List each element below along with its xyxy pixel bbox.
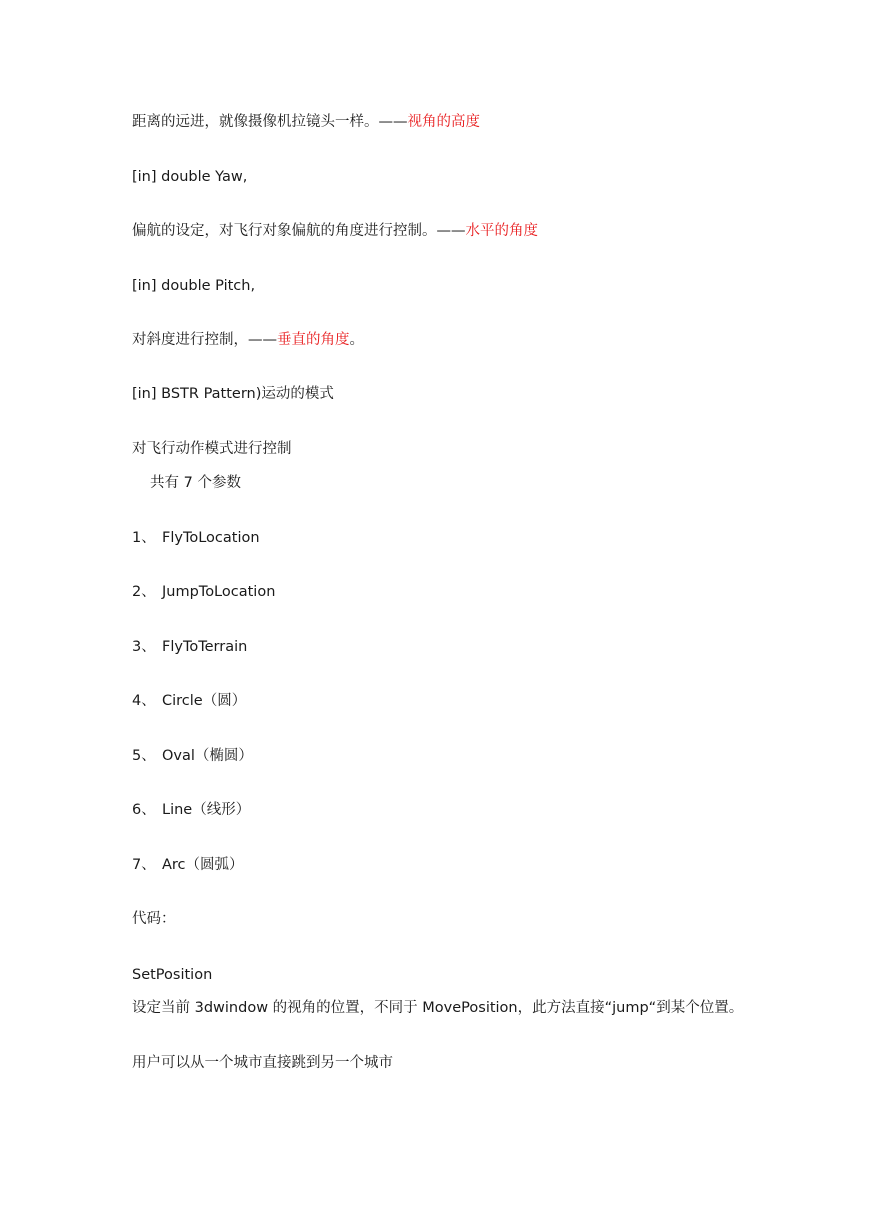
parameter-count-prefix: 共有: [150, 475, 179, 491]
setposition-desc-f: “jump“: [604, 1000, 657, 1016]
view-height-description: [132, 112, 480, 132]
list-item-name: JumpToLocation: [162, 584, 276, 600]
list-item-number: 5、: [132, 748, 156, 764]
list-item-note: （线形）: [192, 802, 251, 818]
setposition-desc-b: 3dwindow: [194, 1000, 269, 1016]
list-item: [132, 528, 260, 548]
list-item-number: 3、: [132, 639, 156, 655]
yaw-highlight: 水平的角度: [465, 223, 538, 239]
pitch-suffix: 。: [349, 332, 364, 348]
list-item-note: （圆）: [202, 693, 247, 709]
list-item: [132, 582, 275, 602]
pattern-code: [in] BSTR Pattern): [132, 386, 262, 402]
pattern-parameter: [132, 384, 334, 404]
yaw-parameter: [in] double Yaw,: [132, 169, 248, 185]
setposition-desc-a: 设定当前: [132, 1000, 190, 1016]
setposition-note: 用户可以从一个城市直接跳到另一个城市: [132, 1055, 393, 1071]
setposition-heading: SetPosition: [132, 967, 213, 983]
list-item-note: （椭圆）: [194, 748, 253, 764]
list-item: [132, 800, 250, 820]
view-height-highlight: 视角的高度: [407, 114, 480, 130]
pitch-description: [132, 330, 364, 350]
pitch-text: 对斜度进行控制，——: [132, 332, 277, 348]
setposition-desc-d: MovePosition: [422, 1000, 518, 1016]
list-item-name: FlyToTerrain: [162, 639, 248, 655]
code-label: 代码：: [132, 911, 176, 927]
parameter-count-suffix: 个参数: [197, 475, 241, 491]
list-item: [132, 746, 253, 766]
setposition-desc-c: 的视角的位置，不同于: [272, 1000, 418, 1016]
parameter-count-number: 7: [183, 475, 193, 491]
pitch-highlight: 垂直的角度: [277, 332, 350, 348]
view-height-text: 距离的远进，就像摄像机拉镜头一样。——: [132, 114, 408, 130]
list-item-name: Arc: [162, 857, 186, 873]
list-item-name: Line: [162, 802, 193, 818]
list-item: [132, 691, 246, 711]
pattern-label: 运动的模式: [261, 386, 334, 402]
setposition-description: [132, 998, 743, 1018]
list-item: [132, 637, 247, 657]
list-item-number: 6、: [132, 802, 156, 818]
list-item-note: （圆弧）: [185, 857, 244, 873]
pitch-parameter: [in] double Pitch,: [132, 278, 256, 294]
list-item-name: FlyToLocation: [162, 530, 260, 546]
yaw-text: 偏航的设定，对飞行对象偏航的角度进行控制。——: [132, 223, 466, 239]
list-item-number: 2、: [132, 584, 156, 600]
pattern-description: 对飞行动作模式进行控制: [132, 441, 292, 457]
yaw-description: [132, 221, 538, 241]
list-item-number: 7、: [132, 857, 156, 873]
setposition-desc-e: ，此方法直接: [517, 1000, 605, 1016]
list-item-name: Circle: [162, 693, 203, 709]
list-item-name: Oval: [162, 748, 195, 764]
list-item-number: 1、: [132, 530, 156, 546]
list-item: [132, 855, 244, 875]
parameter-count: [150, 473, 241, 493]
list-item-number: 4、: [132, 693, 156, 709]
setposition-desc-g: 到某个位置。: [656, 1000, 744, 1016]
